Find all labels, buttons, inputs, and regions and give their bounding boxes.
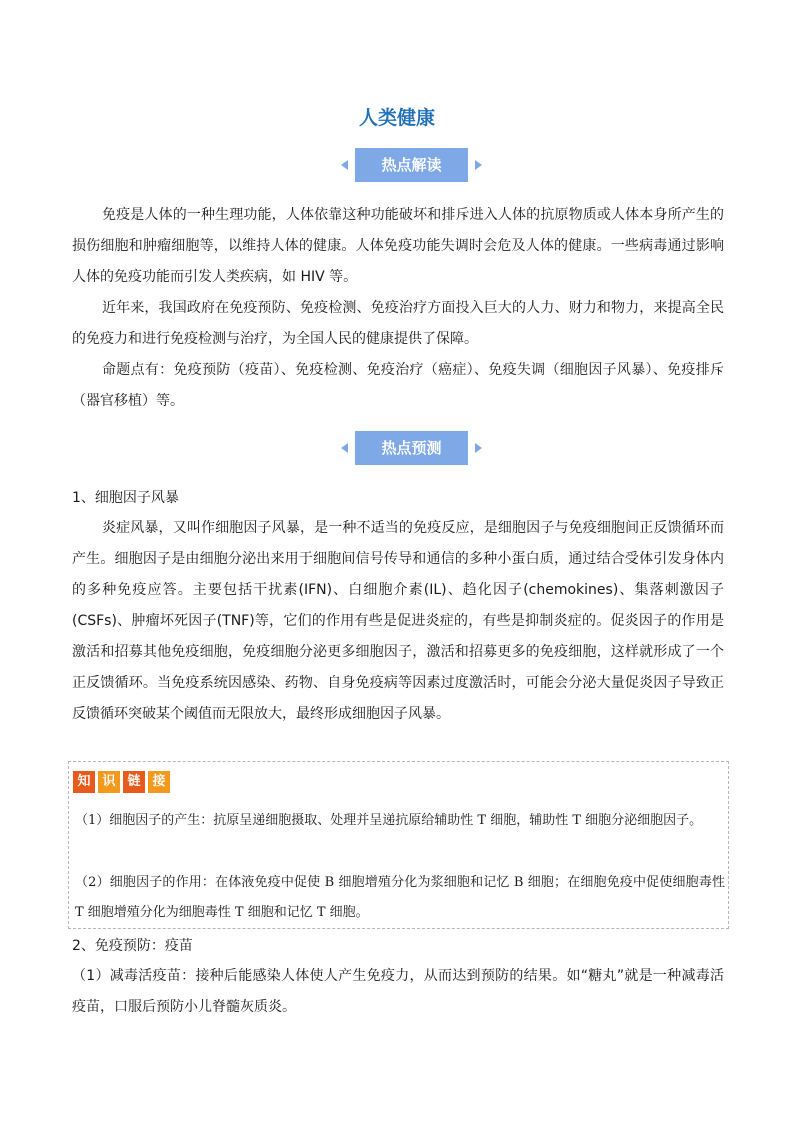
- badge-char: 接: [148, 771, 170, 793]
- left-arrow-icon: [341, 160, 348, 170]
- left-arrow-icon: [341, 443, 348, 453]
- section-banner-hot-prediction: [0, 431, 794, 465]
- knowledge-point-2: （2）细胞因子的作用：在体液免疫中促使 B 细胞增殖分化为浆细胞和记忆 B 细胞；在细胞免疫中促使细胞毒性 T 细胞增殖分化为细胞毒性 T 细胞和记忆 T 细胞。: [75, 875, 725, 920]
- vaccine-paragraph: （1）减毒活疫苗：接种后能感染人体使人产生免疫力，从而达到预防的结果。如“糖丸”就是一种减毒活疫苗，口服后预防小儿脊髓灰质炎。: [72, 968, 724, 1015]
- knowledge-link-box: [68, 761, 729, 929]
- intro-paragraph-3: 命题点有：免疫预防（疫苗）、免疫检测、免疫治疗（癌症）、免疫失调（细胞因子风暴）、免疫排斥（器官移植）等。: [72, 362, 724, 409]
- item-heading-vaccine: 2、免疫预防：疫苗: [72, 938, 193, 954]
- page-title: 人类健康: [358, 107, 435, 129]
- banner-label: 热点预测: [355, 431, 468, 465]
- badge-char: 知: [73, 771, 95, 793]
- banner-label: 热点解读: [355, 148, 468, 182]
- badge-char: 链: [123, 771, 145, 793]
- section-banner-hot-interpretation: [0, 148, 794, 182]
- cytokine-storm-paragraph: 炎症风暴，又叫作细胞因子风暴，是一种不适当的免疫反应，是细胞因子与免疫细胞间正反馈循环而产生。细胞因子是由细胞分泌出来用于细胞间信号传导和通信的多种小蛋白质，通过结合受体引发身体内的多种免疫应答。主要包括干扰素(IFN)、白细胞介素(IL)、趋化因子(chemokines)、集落刺激因子(CSFs)、肿瘤坏死因子(TNF)等，它们的作用有些是促进炎症的，有些是抑制炎症的。促炎因子的作用是激活和招募其他免疫细胞，免疫细胞分泌更多细胞因子，激活和招募更多的免疫细胞，这样就形成了一个正反馈循环。当免疫系统因感染、药物、自身免疫病等因素过度激活时，可能会分泌大量促炎因子导致正反馈循环突破某个阈值而无限放大，最终形成细胞因子风暴。: [72, 520, 724, 722]
- right-arrow-icon: [475, 443, 482, 453]
- knowledge-link-badge: [73, 771, 170, 793]
- badge-char: 识: [98, 771, 120, 793]
- intro-paragraph-1: 免疫是人体的一种生理功能，人体依靠这种功能破坏和排斥进入人体的抗原物质或人体本身所产生的损伤细胞和肿瘤细胞等，以维持人体的健康。人体免疫功能失调时会危及人体的健康。一些病毒通过影响人体的免疫功能而引发人类疾病，如 HIV 等。: [72, 207, 724, 285]
- knowledge-point-1: （1）细胞因子的产生：抗原呈递细胞摄取、处理并呈递抗原给辅助性 T 细胞，辅助性 T 细胞分泌细胞因子。: [75, 813, 703, 828]
- intro-paragraph-2: 近年来，我国政府在免疫预防、免疫检测、免疫治疗方面投入巨大的人力、财力和物力，来提高全民的免疫力和进行免疫检测与治疗，为全国人民的健康提供了保障。: [72, 300, 724, 347]
- item-heading-cytokine-storm: 1、细胞因子风暴: [72, 490, 179, 506]
- right-arrow-icon: [475, 160, 482, 170]
